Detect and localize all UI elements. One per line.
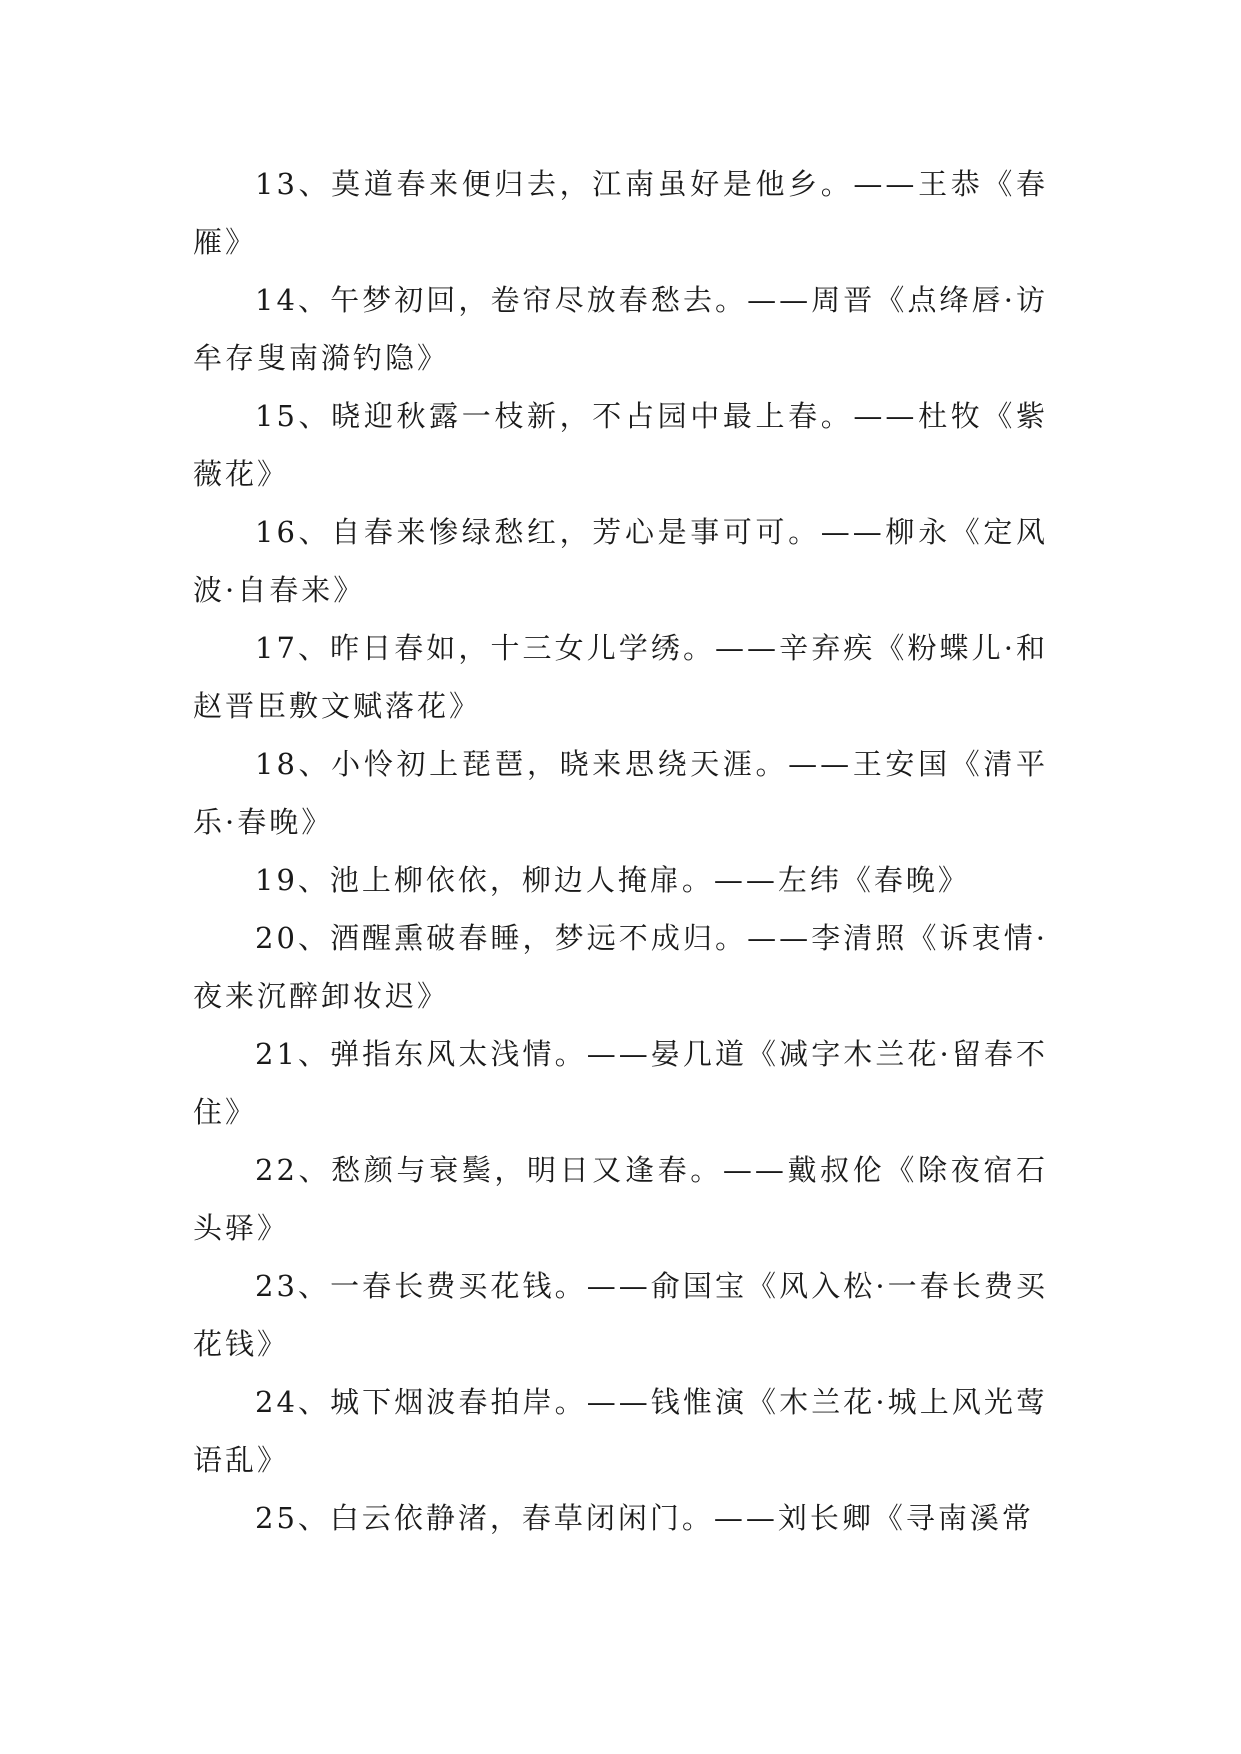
quote-14: 14、午梦初回，卷帘尽放春愁去。——周晋《点绛唇·访牟存叟南漪钓隐》 bbox=[193, 283, 1048, 375]
quote-21: 21、弹指东风太浅情。——晏几道《减字木兰花·留春不住》 bbox=[193, 1037, 1048, 1129]
quote-25: 25、白云依静渚，春草闭闲门。——刘长卿《寻南溪常 bbox=[255, 1501, 1034, 1535]
quote-22: 22、愁颜与衰鬓，明日又逢春。——戴叔伦《除夜宿石头驿》 bbox=[193, 1153, 1048, 1245]
poem-quote-list bbox=[193, 155, 1048, 1547]
quote-13: 13、莫道春来便归去，江南虽好是他乡。——王恭《春雁》 bbox=[193, 167, 1048, 259]
quote-18: 18、小怜初上琵琶，晓来思绕天涯。——王安国《清平乐·春晚》 bbox=[193, 747, 1048, 839]
quote-23: 23、一春长费买花钱。——俞国宝《风入松·一春长费买花钱》 bbox=[193, 1269, 1048, 1361]
quote-16: 16、自春来惨绿愁红，芳心是事可可。——柳永《定风波·自春来》 bbox=[193, 515, 1048, 607]
quote-15: 15、晓迎秋露一枝新，不占园中最上春。——杜牧《紫薇花》 bbox=[193, 399, 1048, 491]
quote-20: 20、酒醒熏破春睡，梦远不成归。——李清照《诉衷情·夜来沉醉卸妆迟》 bbox=[193, 921, 1048, 1013]
quote-17: 17、昨日春如，十三女儿学绣。——辛弃疾《粉蝶儿·和赵晋臣敷文赋落花》 bbox=[193, 631, 1048, 723]
quote-24: 24、城下烟波春拍岸。——钱惟演《木兰花·城上风光莺语乱》 bbox=[193, 1385, 1048, 1477]
quote-19: 19、池上柳依依，柳边人掩扉。——左纬《春晚》 bbox=[255, 863, 970, 897]
